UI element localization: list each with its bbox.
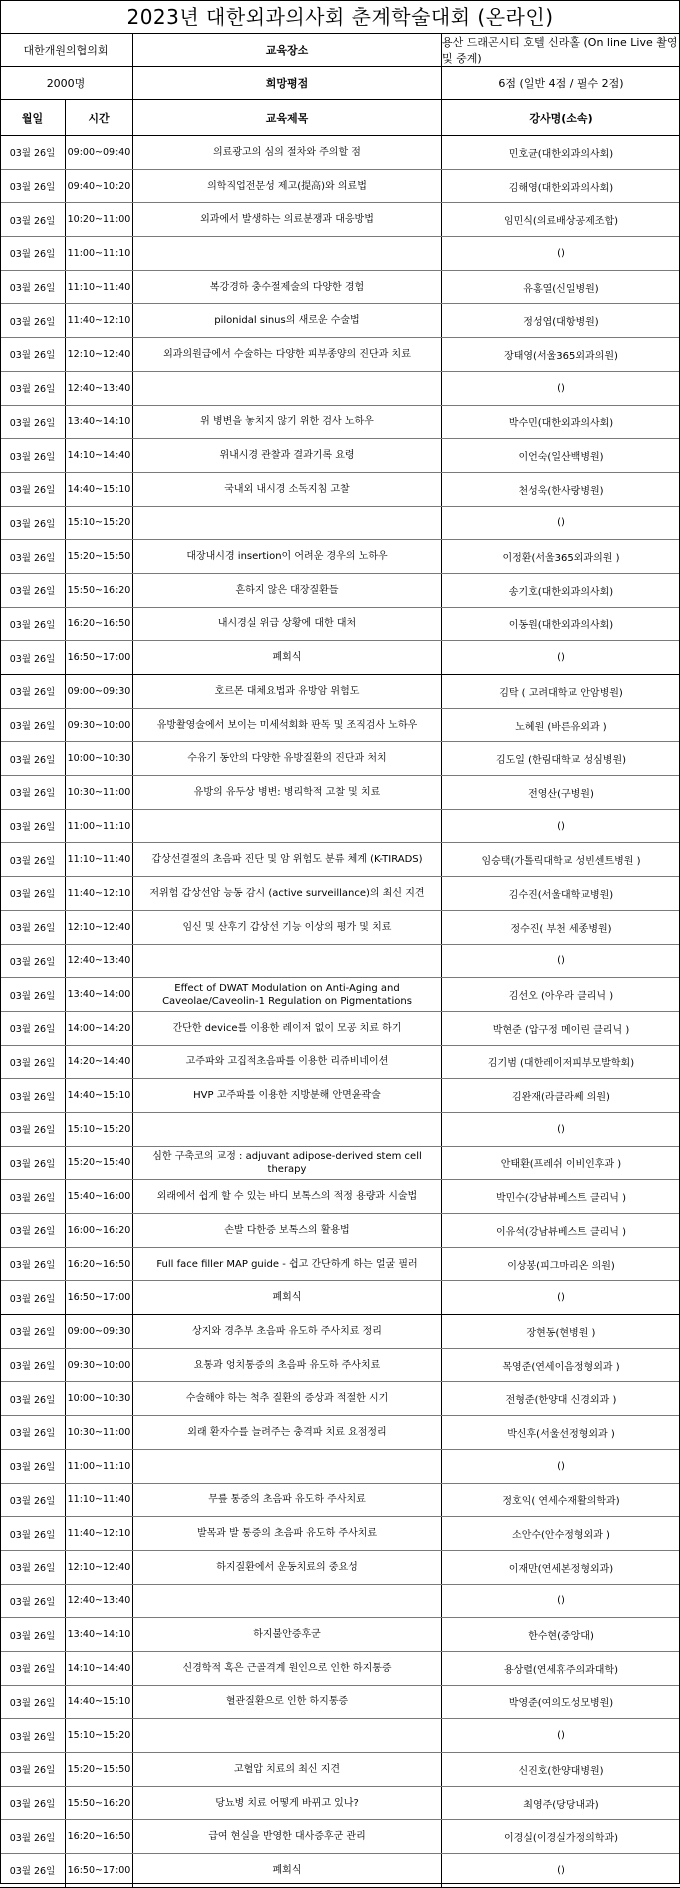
cell-speaker: 이재만(연세본정형외과) xyxy=(508,1563,614,1575)
cell-topic: 저위험 갑상선암 능동 감시 (active surveillance)의 최신 지견 xyxy=(133,877,442,910)
table-row xyxy=(0,877,680,911)
schedule-table-body xyxy=(0,136,680,1888)
cell-speaker: 김해영(대한외과의사회) xyxy=(508,182,614,194)
table-row xyxy=(0,1248,680,1282)
cell-date: 03월 26일 xyxy=(0,304,66,337)
table-header xyxy=(0,100,680,136)
table-row xyxy=(0,810,680,844)
info-row-credit xyxy=(0,67,680,100)
cell-topic: 하지질환에서 운동치료의 중요성 xyxy=(133,1551,442,1584)
cell-date: 03월 26일 xyxy=(0,507,66,540)
table-row xyxy=(0,1349,680,1383)
cell-speaker: 노혜원 (바른유외과 ) xyxy=(515,721,607,733)
cell-speaker: 전영산(구병원) xyxy=(528,788,594,800)
cell-topic: 유방촬영술에서 보이는 미세석회화 판독 및 조직검사 노하우 xyxy=(133,709,442,742)
cell-topic: 외과에서 발생하는 의료분쟁과 대응방법 xyxy=(133,203,442,236)
info-org: 대한개원의협의회 xyxy=(0,34,133,66)
cell-time: 12:40~13:40 xyxy=(66,945,133,978)
cell-time: 16:50~17:00 xyxy=(66,1854,133,1887)
cell-time: 09:00~09:40 xyxy=(66,136,133,169)
table-row xyxy=(0,641,680,675)
cell-speaker: () xyxy=(557,247,565,259)
cell-time: 14:20~14:40 xyxy=(66,1046,133,1079)
cell-speaker: 박민수(강남뷰베스트 클리닉 ) xyxy=(495,1193,627,1205)
cell-speaker: 정성엽(대항병원) xyxy=(523,317,599,329)
cell-date: 03월 26일 xyxy=(0,372,66,405)
cell-date: 03월 26일 xyxy=(0,742,66,775)
info-row-place xyxy=(0,34,680,67)
cell-topic: 수유기 동안의 다양한 유방질환의 진단과 처치 xyxy=(133,742,442,775)
cell-topic: 외래 환자수를 늘려주는 충격파 치료 요점정리 xyxy=(133,1416,442,1449)
cell-topic: 급여 현실을 반영한 대사증후군 관리 xyxy=(133,1820,442,1853)
cell-time: 11:40~12:10 xyxy=(66,1517,133,1550)
table-row xyxy=(0,1787,680,1821)
column-header-speaker: 강사명(소속) xyxy=(529,111,593,125)
cell-date: 03월 26일 xyxy=(0,641,66,674)
cell-speaker: 김도일 (한림대학교 성심병원) xyxy=(495,755,627,767)
cell-date: 03월 26일 xyxy=(0,776,66,809)
cell-speaker: 전형준(한양대 신경외과 ) xyxy=(505,1395,617,1407)
cell-date: 03월 26일 xyxy=(0,877,66,910)
cell-topic xyxy=(133,1719,442,1752)
table-row xyxy=(0,1652,680,1686)
cell-topic xyxy=(133,1450,442,1483)
cell-time: 11:40~12:10 xyxy=(66,877,133,910)
cell-date: 03월 26일 xyxy=(0,439,66,472)
cell-time: 12:40~13:40 xyxy=(66,372,133,405)
table-row xyxy=(0,1854,680,1888)
table-row xyxy=(0,911,680,945)
cell-speaker: () xyxy=(557,820,565,832)
column-header-time: 시간 xyxy=(66,100,133,135)
info-value: 6점 (일반 4점 / 필수 2점) xyxy=(498,77,624,90)
cell-time: 15:10~15:20 xyxy=(66,1113,133,1146)
cell-date: 03월 26일 xyxy=(0,1416,66,1449)
table-row xyxy=(0,1686,680,1720)
cell-time: 16:00~16:20 xyxy=(66,1214,133,1247)
cell-topic: Full face filler MAP guide - 쉽고 간단하게 하는 얼굴 필러 xyxy=(133,1248,442,1281)
cell-date: 03월 26일 xyxy=(0,136,66,169)
cell-speaker: 이동원(대한외과의사회) xyxy=(508,620,614,632)
cell-speaker: 김수진(서울대학교병원) xyxy=(508,889,614,901)
cell-time: 10:00~10:30 xyxy=(66,1382,133,1415)
cell-topic: 대장내시경 insertion이 어려운 경우의 노하우 xyxy=(133,540,442,573)
cell-time: 12:10~12:40 xyxy=(66,911,133,944)
cell-time: 14:00~14:20 xyxy=(66,1012,133,1045)
table-row xyxy=(0,540,680,574)
cell-date: 03월 26일 xyxy=(0,406,66,439)
cell-speaker: 김완재(라클라쎄 의원) xyxy=(512,1092,610,1104)
cell-topic: 유방의 유두상 병변: 병리학적 고찰 및 치료 xyxy=(133,776,442,809)
table-row xyxy=(0,136,680,170)
cell-speaker: 임승택(가톨릭대학교 성빈센트병원 ) xyxy=(481,856,641,868)
table-row xyxy=(0,1214,680,1248)
cell-topic: 혈관질환으로 인한 하지통증 xyxy=(133,1686,442,1719)
cell-time: 15:50~16:20 xyxy=(66,1787,133,1820)
cell-date: 03월 26일 xyxy=(0,1753,66,1786)
cell-time: 14:40~15:10 xyxy=(66,1686,133,1719)
cell-speaker: 신진호(한양대병원) xyxy=(518,1765,604,1777)
table-row xyxy=(0,170,680,204)
cell-speaker: () xyxy=(557,652,565,664)
table-row xyxy=(0,608,680,642)
table-row xyxy=(0,1753,680,1787)
table-row xyxy=(0,1820,680,1854)
cell-topic: 상지와 경추부 초음파 유도하 주사치료 정리 xyxy=(133,1315,442,1348)
cell-date: 03월 26일 xyxy=(0,810,66,843)
info-label: 교육장소 xyxy=(133,34,442,66)
cell-date: 03월 26일 xyxy=(0,1517,66,1550)
table-row xyxy=(0,1719,680,1753)
cell-date: 03월 26일 xyxy=(0,1382,66,1415)
table-row xyxy=(0,439,680,473)
cell-speaker: 박현준 (압구정 메이린 클리닉 ) xyxy=(492,1024,630,1036)
cell-date: 03월 26일 xyxy=(0,338,66,371)
cell-topic xyxy=(133,1585,442,1618)
cell-topic xyxy=(133,810,442,843)
table-row xyxy=(0,406,680,440)
table-row xyxy=(0,675,680,709)
cell-time: 09:00~09:30 xyxy=(66,1315,133,1348)
cell-time: 10:00~10:30 xyxy=(66,742,133,775)
cell-topic: 호르몬 대체요법과 유방암 위험도 xyxy=(133,675,442,708)
cell-time: 11:10~11:40 xyxy=(66,1484,133,1517)
cell-speaker: 목영준(연세이음정형외과 ) xyxy=(502,1361,620,1373)
cell-date: 03월 26일 xyxy=(0,1618,66,1651)
cell-date: 03월 26일 xyxy=(0,1214,66,1247)
table-row xyxy=(0,742,680,776)
cell-speaker: 이유석(강남뷰베스트 클리닉 ) xyxy=(495,1226,627,1238)
cell-speaker: 정호익( 연세수재활의학과) xyxy=(502,1496,620,1508)
cell-time: 15:40~16:00 xyxy=(66,1180,133,1213)
cell-speaker: () xyxy=(557,1292,565,1304)
cell-time: 12:10~12:40 xyxy=(66,338,133,371)
cell-topic: 위 병변을 놓치지 않기 위한 검사 노하우 xyxy=(133,406,442,439)
table-row xyxy=(0,372,680,406)
table-row xyxy=(0,1551,680,1585)
cell-topic xyxy=(133,1113,442,1146)
cell-time: 13:40~14:00 xyxy=(66,978,133,1011)
cell-speaker: 천성욱(한사랑병원) xyxy=(518,485,604,497)
cell-topic: HVP 고주파를 이용한 지방분해 안면윤곽술 xyxy=(133,1079,442,1112)
cell-speaker: () xyxy=(557,1595,565,1607)
cell-time: 10:30~11:00 xyxy=(66,776,133,809)
table-row xyxy=(0,843,680,877)
info-org: 2000명 xyxy=(0,67,133,99)
table-row xyxy=(0,945,680,979)
cell-topic xyxy=(133,945,442,978)
table-row xyxy=(0,1046,680,1080)
cell-speaker: 김기범 (대한레이저피부모발학회) xyxy=(487,1058,635,1070)
cell-date: 03월 26일 xyxy=(0,1450,66,1483)
cell-date: 03월 26일 xyxy=(0,1180,66,1213)
cell-time: 15:50~16:20 xyxy=(66,574,133,607)
column-header-topic: 교육제목 xyxy=(133,100,442,135)
cell-speaker: () xyxy=(557,517,565,529)
table-row xyxy=(0,1012,680,1046)
table-row xyxy=(0,338,680,372)
cell-speaker: 송기호(대한외과의사회) xyxy=(508,586,614,598)
cell-topic: 폐회식 xyxy=(133,641,442,674)
cell-time: 11:40~12:10 xyxy=(66,304,133,337)
table-row xyxy=(0,1484,680,1518)
cell-time: 16:20~16:50 xyxy=(66,608,133,641)
cell-time: 11:10~11:40 xyxy=(66,271,133,304)
cell-speaker: 박영준(여의도성모병원) xyxy=(508,1698,614,1710)
cell-topic: 갑상선결절의 초음파 진단 및 암 위험도 분류 체계 (K-TIRADS) xyxy=(133,843,442,876)
table-row xyxy=(0,1315,680,1349)
cell-speaker: 장태영(서울365외과의원) xyxy=(504,350,618,362)
cell-topic: 의료광고의 심의 절차와 주의할 점 xyxy=(133,136,442,169)
cell-time: 15:10~15:20 xyxy=(66,507,133,540)
cell-date: 03월 26일 xyxy=(0,1113,66,1146)
table-row xyxy=(0,203,680,237)
cell-topic: 심한 구축코의 교정 : adjuvant adipose-derived stem cell therapy xyxy=(133,1147,442,1180)
cell-topic: 의학직업전문성 제고(提高)와 의료법 xyxy=(133,170,442,203)
cell-date: 03월 26일 xyxy=(0,608,66,641)
cell-speaker: 장현동(현병원 ) xyxy=(526,1327,596,1339)
cell-speaker: 임민식(의료배상공제조합) xyxy=(503,216,619,228)
cell-time: 15:20~15:40 xyxy=(66,1147,133,1180)
cell-time: 10:20~11:00 xyxy=(66,203,133,236)
table-row xyxy=(0,237,680,271)
cell-time: 12:10~12:40 xyxy=(66,1551,133,1584)
cell-speaker: 정수진( 부천 세종병원) xyxy=(510,923,612,935)
table-row xyxy=(0,776,680,810)
cell-date: 03월 26일 xyxy=(0,203,66,236)
cell-speaker: 이정환(서울365외과의원 ) xyxy=(502,553,620,565)
cell-time: 16:20~16:50 xyxy=(66,1820,133,1853)
info-label: 희망평점 xyxy=(133,67,442,99)
table-row xyxy=(0,1180,680,1214)
cell-time: 15:10~15:20 xyxy=(66,1719,133,1752)
cell-topic: 하지불안증후군 xyxy=(133,1618,442,1651)
table-row xyxy=(0,1618,680,1652)
cell-time: 16:50~17:00 xyxy=(66,641,133,674)
cell-time: 14:40~15:10 xyxy=(66,473,133,506)
column-header-date: 월일 xyxy=(0,100,66,135)
cell-time: 12:40~13:40 xyxy=(66,1585,133,1618)
table-row xyxy=(0,574,680,608)
cell-time: 09:00~09:30 xyxy=(66,675,133,708)
cell-date: 03월 26일 xyxy=(0,1248,66,1281)
cell-topic: 발목과 발 통증의 초음파 유도하 주사치료 xyxy=(133,1517,442,1550)
cell-topic: 내시경실 위급 상황에 대한 대처 xyxy=(133,608,442,641)
cell-date: 03월 26일 xyxy=(0,1079,66,1112)
cell-topic: 폐회식 xyxy=(133,1281,442,1314)
cell-speaker: 용상렬(연세휴주의과대학) xyxy=(503,1664,619,1676)
cell-date: 03월 26일 xyxy=(0,843,66,876)
cell-date: 03월 26일 xyxy=(0,1551,66,1584)
cell-date: 03월 26일 xyxy=(0,1147,66,1180)
table-row xyxy=(0,1517,680,1551)
cell-speaker: 최영주(당당내과) xyxy=(523,1799,599,1811)
cell-time: 14:10~14:40 xyxy=(66,439,133,472)
table-row xyxy=(0,1079,680,1113)
cell-topic: 고혈압 치료의 최신 지견 xyxy=(133,1753,442,1786)
cell-time: 09:40~10:20 xyxy=(66,170,133,203)
table-row xyxy=(0,1382,680,1416)
table-row xyxy=(0,473,680,507)
cell-date: 03월 26일 xyxy=(0,1585,66,1618)
cell-date: 03월 26일 xyxy=(0,945,66,978)
cell-speaker: 소안수(안수정형외과 ) xyxy=(512,1530,610,1542)
cell-date: 03월 26일 xyxy=(0,709,66,742)
cell-topic: 복강경하 충수절제술의 다양한 경험 xyxy=(133,271,442,304)
cell-time: 10:30~11:00 xyxy=(66,1416,133,1449)
cell-speaker: 이상봉(피그마리온 의원) xyxy=(507,1260,615,1272)
cell-topic: 폐회식 xyxy=(133,1854,442,1887)
cell-date: 03월 26일 xyxy=(0,1854,66,1887)
cell-speaker: 김선오 (아우라 클리닉 ) xyxy=(508,991,614,1003)
cell-topic: 신경학적 혹은 근골격계 원인으로 인한 하지통증 xyxy=(133,1652,442,1685)
cell-date: 03월 26일 xyxy=(0,1349,66,1382)
cell-topic xyxy=(133,372,442,405)
cell-time: 14:10~14:40 xyxy=(66,1652,133,1685)
cell-date: 03월 26일 xyxy=(0,574,66,607)
cell-date: 03월 26일 xyxy=(0,1686,66,1719)
cell-topic: 손발 다한증 보톡스의 활용법 xyxy=(133,1214,442,1247)
cell-speaker: () xyxy=(557,1123,565,1135)
cell-speaker: 박수민(대한외과의사회) xyxy=(508,418,614,430)
cell-speaker: 이언숙(일산백병원) xyxy=(518,452,604,464)
cell-time: 11:00~11:10 xyxy=(66,1450,133,1483)
cell-time: 14:40~15:10 xyxy=(66,1079,133,1112)
cell-topic xyxy=(133,507,442,540)
table-row xyxy=(0,1113,680,1147)
cell-date: 03월 26일 xyxy=(0,473,66,506)
cell-speaker: () xyxy=(557,1730,565,1742)
cell-topic: 국내외 내시경 소독지침 고찰 xyxy=(133,473,442,506)
cell-topic: 간단한 device를 이용한 레이저 없이 모공 치료 하기 xyxy=(133,1012,442,1045)
cell-speaker: () xyxy=(557,1864,565,1876)
cell-time: 11:00~11:10 xyxy=(66,237,133,270)
cell-speaker: () xyxy=(557,382,565,394)
cell-speaker: 이경실(이경실가정의학과) xyxy=(503,1833,619,1845)
table-row xyxy=(0,978,680,1012)
table-row xyxy=(0,1147,680,1181)
cell-topic: 고주파와 고집적초음파를 이용한 리쥬비네이션 xyxy=(133,1046,442,1079)
cell-date: 03월 26일 xyxy=(0,911,66,944)
info-value: 용산 드래곤시티 호텔 신라홀 (On line Live 촬영 및 중계) xyxy=(442,36,678,65)
cell-time: 11:00~11:10 xyxy=(66,810,133,843)
cell-topic: 무릎 통증의 초음파 유도하 주사치료 xyxy=(133,1484,442,1517)
cell-date: 03월 26일 xyxy=(0,237,66,270)
cell-date: 03월 26일 xyxy=(0,1281,66,1314)
cell-date: 03월 26일 xyxy=(0,1652,66,1685)
cell-date: 03월 26일 xyxy=(0,170,66,203)
table-row xyxy=(0,304,680,338)
cell-topic: 당뇨병 치료 어떻게 바뀌고 있나? xyxy=(133,1787,442,1820)
cell-topic: 위내시경 관찰과 결과기록 요령 xyxy=(133,439,442,472)
cell-time: 16:20~16:50 xyxy=(66,1248,133,1281)
cell-speaker: 안태환(프레쉬 이비인후과 ) xyxy=(500,1159,622,1171)
cell-topic xyxy=(133,237,442,270)
table-row xyxy=(0,1416,680,1450)
table-row xyxy=(0,271,680,305)
cell-topic: 수술해야 하는 척추 질환의 증상과 적절한 시기 xyxy=(133,1382,442,1415)
cell-topic: 요통과 엉치통증의 초음파 유도하 주사치료 xyxy=(133,1349,442,1382)
cell-date: 03월 26일 xyxy=(0,1820,66,1853)
table-row xyxy=(0,507,680,541)
cell-speaker: 한수현(중앙대) xyxy=(528,1631,594,1643)
cell-time: 13:40~14:10 xyxy=(66,1618,133,1651)
cell-topic: 임신 및 산후기 갑상선 기능 이상의 평가 및 치료 xyxy=(133,911,442,944)
cell-speaker: 박신후(서울선정형외과 ) xyxy=(507,1428,615,1440)
cell-topic: pilonidal sinus의 새로운 수술법 xyxy=(133,304,442,337)
cell-date: 03월 26일 xyxy=(0,1315,66,1348)
cell-date: 03월 26일 xyxy=(0,1719,66,1752)
cell-topic: Effect of DWAT Modulation on Anti-Aging and Caveolae/Caveolin-1 Regulation on Pigmentations xyxy=(133,978,442,1011)
cell-date: 03월 26일 xyxy=(0,1787,66,1820)
cell-date: 03월 26일 xyxy=(0,1012,66,1045)
table-row xyxy=(0,1585,680,1619)
cell-topic: 외과의원급에서 수술하는 다양한 피부종양의 진단과 치료 xyxy=(133,338,442,371)
cell-date: 03월 26일 xyxy=(0,540,66,573)
cell-topic: 흔하지 않은 대장질환들 xyxy=(133,574,442,607)
cell-time: 15:20~15:50 xyxy=(66,1753,133,1786)
table-row xyxy=(0,1450,680,1484)
cell-time: 09:30~10:00 xyxy=(66,709,133,742)
cell-date: 03월 26일 xyxy=(0,978,66,1011)
cell-date: 03월 26일 xyxy=(0,1484,66,1517)
cell-topic: 외래에서 쉽게 할 수 있는 바디 보톡스의 적정 용량과 시술법 xyxy=(133,1180,442,1213)
cell-time: 11:10~11:40 xyxy=(66,843,133,876)
cell-speaker: 김탁 ( 고려대학교 안암병원) xyxy=(499,687,623,699)
cell-date: 03월 26일 xyxy=(0,1046,66,1079)
cell-speaker: () xyxy=(557,1460,565,1472)
table-row xyxy=(0,1281,680,1315)
cell-time: 16:50~17:00 xyxy=(66,1281,133,1314)
cell-time: 09:30~10:00 xyxy=(66,1349,133,1382)
cell-time: 13:40~14:10 xyxy=(66,406,133,439)
cell-speaker: 민호균(대한외과의사회) xyxy=(508,148,614,160)
cell-speaker: () xyxy=(557,955,565,967)
page-title: 2023년 대한외과의사회 춘계학술대회 (온라인) xyxy=(0,0,680,34)
table-row xyxy=(0,709,680,743)
cell-date: 03월 26일 xyxy=(0,271,66,304)
cell-speaker: 유홍열(신일병원) xyxy=(523,283,599,295)
cell-date: 03월 26일 xyxy=(0,675,66,708)
cell-time: 15:20~15:50 xyxy=(66,540,133,573)
